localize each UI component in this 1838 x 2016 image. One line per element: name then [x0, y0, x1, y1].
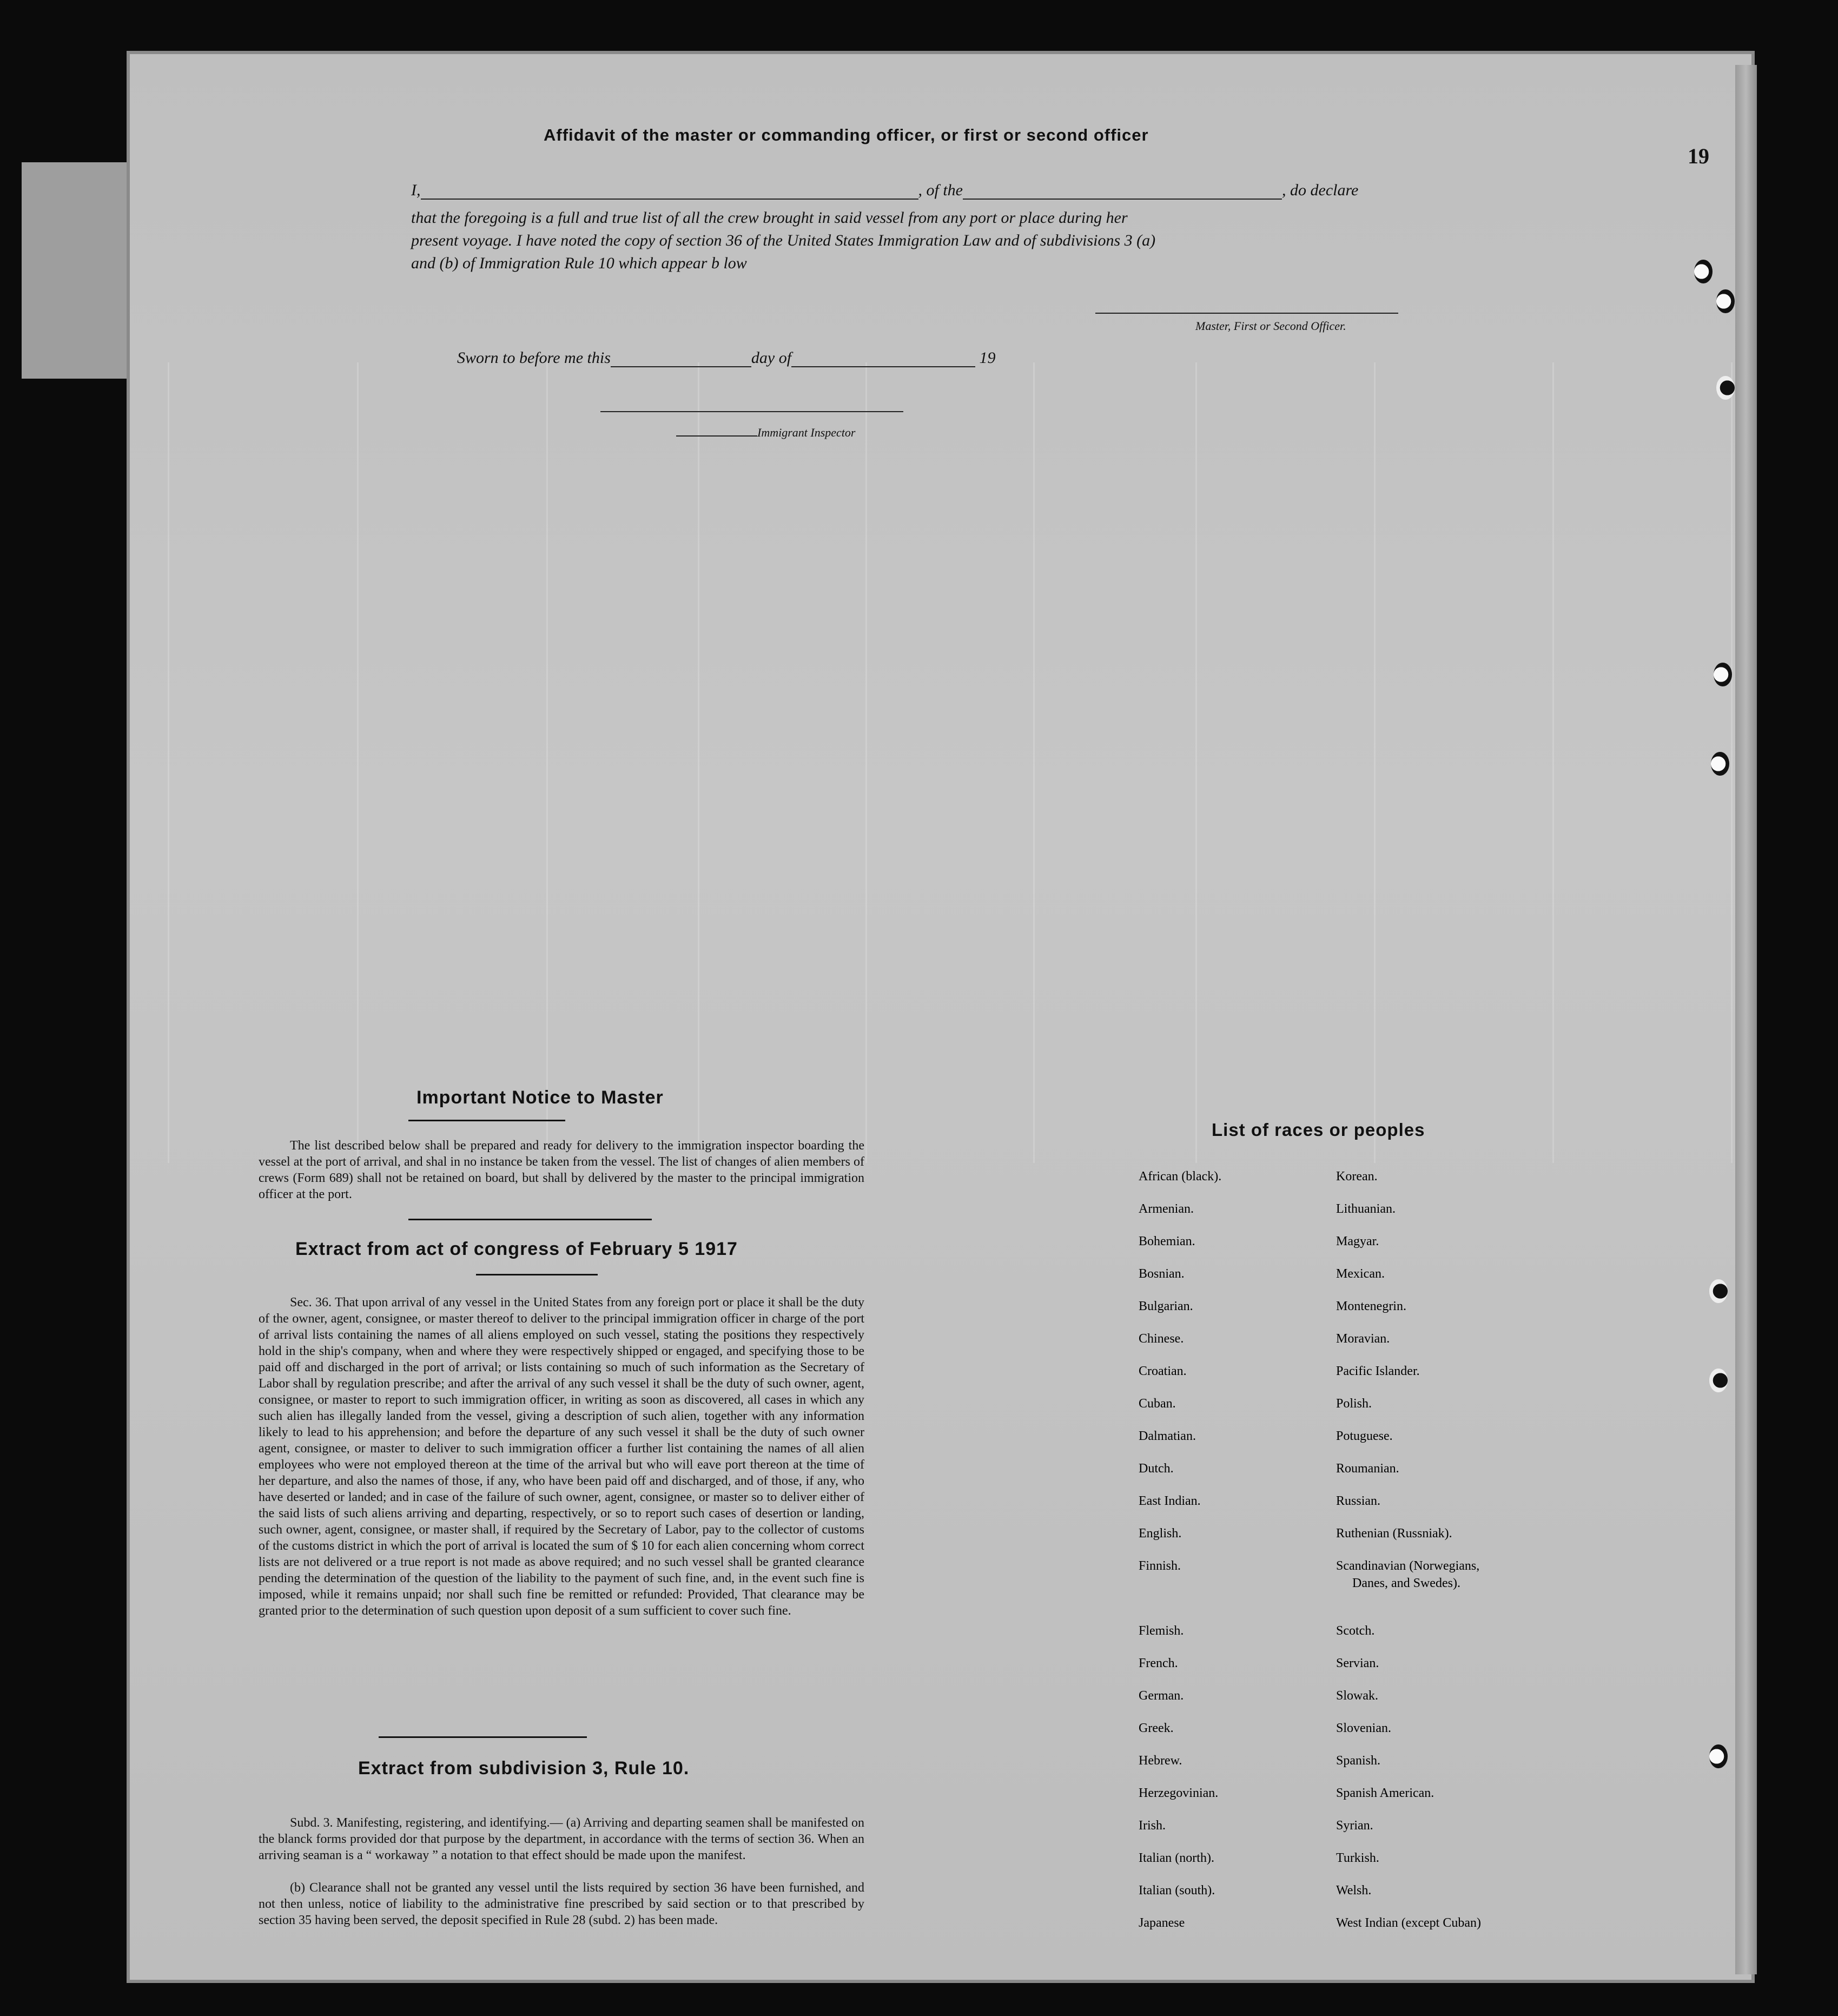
race-item: Dutch. [1139, 1462, 1174, 1476]
race-item: Bulgarian. [1139, 1299, 1193, 1313]
notice-bottom-rule [408, 1219, 652, 1220]
race-item: Japanese [1139, 1916, 1185, 1930]
affidavit-line1 [411, 181, 1417, 200]
race-item: African (black). [1139, 1169, 1222, 1184]
sworn-day: day of [751, 349, 792, 367]
race-item: Turkish. [1336, 1851, 1379, 1865]
manifest-sheet [130, 54, 1751, 1980]
affidavit-line1-of: , of the [918, 181, 963, 199]
inspector-label: Immigrant Inspector [757, 426, 856, 439]
affidavit-line4: and (b) of Immigration Rule 10 which appear b low [411, 254, 747, 272]
race-item: German. [1139, 1689, 1184, 1703]
race-item: Mexican. [1336, 1267, 1385, 1281]
race-item: Cuban. [1139, 1397, 1176, 1411]
race-item: Italian (north). [1139, 1851, 1214, 1865]
race-item: French. [1139, 1656, 1178, 1670]
signature-line [1095, 313, 1398, 314]
race-item: Ruthenian (Russniak). [1336, 1526, 1452, 1541]
race-item: Armenian. [1139, 1202, 1194, 1216]
race-item: Scotch. [1336, 1624, 1375, 1638]
race-item: Croatian. [1139, 1364, 1187, 1378]
race-item: Herzegovinian. [1139, 1786, 1219, 1800]
affidavit-line3: present voyage. I have noted the copy of section 36 of the United States Immigration Law and of subdivisions 3 (a) [411, 232, 1156, 249]
affidavit-line2: that the foregoing is a full and true list of all the crew brought in said vessel from any port or place during her [411, 209, 1128, 227]
left-scrap [22, 162, 130, 379]
race-item: Finnish. [1139, 1559, 1181, 1573]
race-item: Slovenian. [1336, 1721, 1391, 1735]
race-item: Slowak. [1336, 1689, 1378, 1703]
rule-text-a: Subd. 3. Manifesting, registering, and identifying.— (a) Arriving and departing seamen shall be manifested on the blanck forms provided dor that purpose by the department, in accordance with the terms of section 36. When an arriving seaman is a “ workaway ” a notation to that effect should be made upon the manifest. [259, 1816, 864, 1862]
race-item: Flemish. [1139, 1624, 1184, 1638]
binder-hole [1711, 752, 1729, 776]
race-item: Hebrew. [1139, 1754, 1182, 1768]
race-item: Bohemian. [1139, 1234, 1195, 1248]
signer-label: Master, First or Second Officer. [1195, 319, 1346, 333]
race-item: Bosnian. [1139, 1267, 1185, 1281]
race-item: Irish. [1139, 1819, 1166, 1833]
rule-heading: Extract from subdivision 3, Rule 10. [358, 1758, 690, 1779]
notice-text: The list described below shall be prepared and ready for delivery to the immigration inspector boarding the vessel at the port of arrival, and shal in no instance be taken from the vessel. The list of changes of alien members of crews (Form 689) shall not be retained on board, but shall by delivered by the master to the principal immigration officer at the port. [259, 1139, 864, 1201]
sworn-year: 19 [979, 349, 996, 367]
race-item: Korean. [1336, 1169, 1378, 1184]
race-item: Danes, and Swedes). [1352, 1576, 1460, 1590]
race-item: West Indian (except Cuban) [1336, 1916, 1481, 1930]
affidavit-line1-end: , do declare [1282, 181, 1359, 199]
race-item: Moravian. [1336, 1332, 1390, 1346]
race-item: Russian. [1336, 1494, 1381, 1508]
race-item: Spanish. [1336, 1754, 1381, 1768]
sworn-start: Sworn to before me this [457, 349, 611, 367]
races-column-1 [1139, 1160, 1221, 1939]
sheet-edge [1735, 65, 1757, 1974]
page-number: 19 [1688, 144, 1709, 168]
binder-hole [1709, 1279, 1728, 1303]
race-item: Potuguese. [1336, 1429, 1393, 1443]
race-item: Pacific Islander. [1336, 1364, 1420, 1378]
races-column-2 [1336, 1160, 1481, 1939]
binder-hole [1714, 663, 1732, 686]
binder-hole [1716, 289, 1735, 313]
affidavit-title: Affidavit of the master or commanding officer, or first or second officer [544, 125, 1149, 144]
race-item: Spanish American. [1336, 1786, 1434, 1800]
act-bottom-rule [379, 1736, 587, 1738]
notice-heading: Important Notice to Master [416, 1087, 664, 1108]
binder-hole [1709, 1744, 1728, 1768]
race-item: Lithuanian. [1336, 1202, 1396, 1216]
act-text: Sec. 36. That upon arrival of any vessel in the United States from any foreign port or place it shall be the duty of the owner, agent, consignee, or master thereof to deliver to the principal immigration officer in charge of the port of arrival lists containing the names of all aliens employed on such vessel, stating the positions they respectively hold in the ship's company, when and where they were respectively shipped or engaged, and specifying those to be paid off and discharged in the port of arrival; or lists containing so much of such information as the Secretary of Labor shall by regulation prescribe; and after the arrival of any such vessel it shall be the duty of such owner, agent, consignee, or master to report to such immigration officer, in writing as soon as discovered, all cases in which any such alien has illegally landed from the vessel, giving a description of such alien, together with any information likely to lead to his apprehension; and before the departure of any such vessel it shall be the duty of such owner agent, consignee, or master to deliver to such immigration officer a further list containing the names of all alien employees who were not employed thereon at the time of the arrival but who will eave port thereon at the time of her departure, and also the names of those, if any, who have been paid off and discharged, and of those, if any, who have deserted or landed; and in case of the failure of such owner, agent, consignee, or master so to deliver either of the said lists of such aliens arriving and departing, respectively, or so to report such cases of desertion or landing, such owner, agent, consignee, or master shall, if required by the Secretary of Labor, pay to the collector of customs of the customs district in which the port of arrival is located the sum of $ 10 for each alien concerning whom correct lists are not delivered or a true report is not made as above required; and no such vessel shall be granted clearance pending the determination of the question of the liability to the payment of such fine, and, in the event such fine is imposed, while it remains unpaid; nor shall such fine be remitted or refunded: Provided, That clearance may be granted prior to the determination of such question upon deposit of a sum sufficient to cover such fine. [259, 1295, 864, 1618]
faint-grid [168, 362, 1736, 1163]
notice-rule [408, 1120, 565, 1121]
rule-text-b: (b) Clearance shall not be granted any vessel until the lists required by section 36 have been furnished, and not then unless, notice of liability to the administrative fine prescribed by said section or to that prescribed by section 35 having been served, the deposit specified in Rule 28 (subd. 2) has been made. [259, 1881, 864, 1927]
race-item: Scandinavian (Norwegians, [1336, 1559, 1480, 1573]
affidavit-line1-start: I, [411, 181, 421, 199]
race-item: Dalmatian. [1139, 1429, 1196, 1443]
inspector-signature-line [600, 411, 903, 412]
race-item: Chinese. [1139, 1332, 1184, 1346]
sworn-line [457, 349, 996, 367]
binder-hole [1694, 260, 1713, 283]
race-item: Italian (south). [1139, 1883, 1215, 1898]
act-rule [476, 1274, 598, 1275]
race-item: East Indian. [1139, 1494, 1201, 1508]
race-item [1139, 1582, 1221, 1615]
race-item: Montenegrin. [1336, 1299, 1406, 1313]
binder-hole [1709, 1369, 1728, 1392]
race-item: Syrian. [1336, 1819, 1373, 1833]
inspector-dash [676, 435, 757, 437]
race-item: Magyar. [1336, 1234, 1379, 1248]
race-item: Greek. [1139, 1721, 1174, 1735]
binder-hole [1716, 376, 1735, 400]
race-item: English. [1139, 1526, 1182, 1541]
race-item: Servian. [1336, 1656, 1379, 1670]
act-heading: Extract from act of congress of February 5 1917 [295, 1239, 738, 1259]
race-item: Roumanian. [1336, 1462, 1399, 1476]
race-item: Welsh. [1336, 1883, 1372, 1898]
race-item: Polish. [1336, 1397, 1372, 1411]
races-heading: List of races or peoples [1212, 1120, 1425, 1140]
